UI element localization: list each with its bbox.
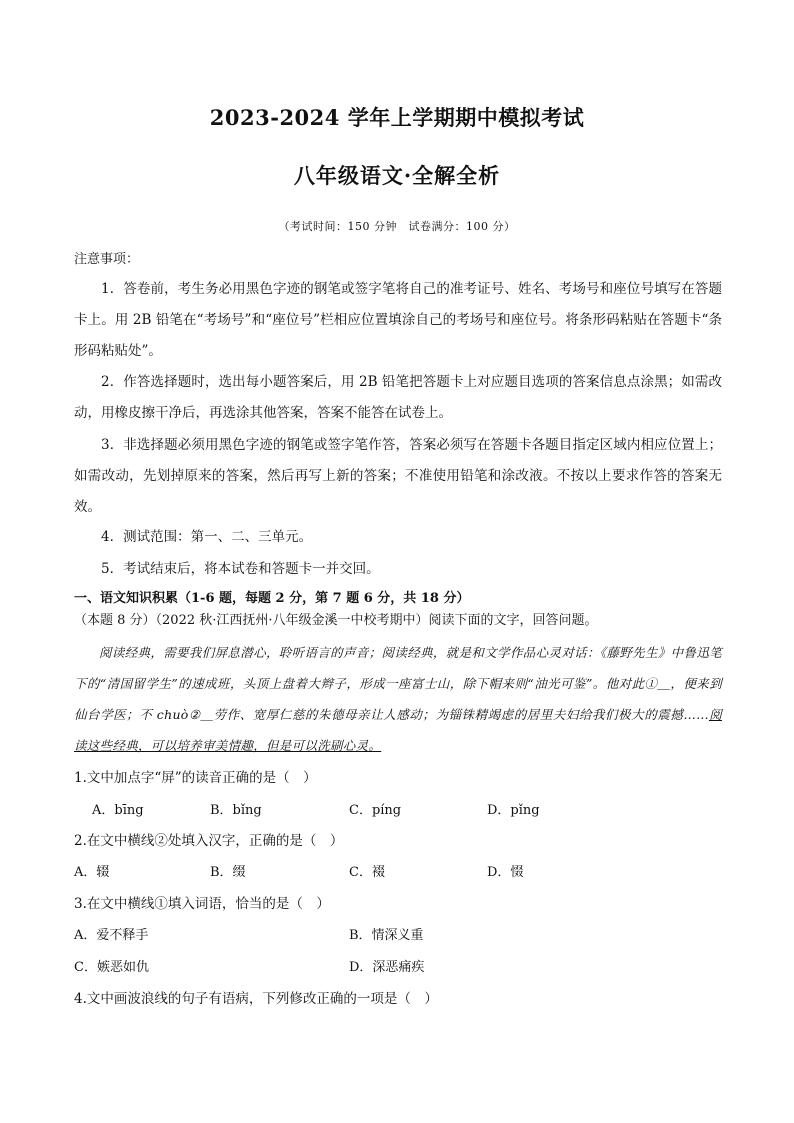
page-title: 2023-2024 学年上学期期中模拟考试 (209, 105, 585, 130)
notice-item: 3．非选择题必须用黑色字迹的钢笔或签字笔作答，答案必须写在答题卡各题目指定区域内相应位置上；如需改动，先划掉原来的答案，然后再写上新的答案；不准使用铅笔和涂改液。不按以上要求作答的答案无效。 (74, 437, 722, 515)
page-subtitle: 八年级语文·全解全析 (293, 163, 501, 188)
notice-item: 2．作答选择题时，选出每小题答案后，用 2B 铅笔把答题卡上对应题目选项的答案信息点涂黑；如需改动，用橡皮擦干净后，再选涂其他答案，答案不能答在试卷上。 (74, 374, 722, 421)
notice-item: 4．测试范围：第一、二、三单元。 (101, 529, 313, 545)
notice-item: 1．答卷前，考生务必用黑色字迹的钢笔或签字笔将自己的准考证号、姓名、考场号和座位号填写在答题卡上。用 2B 铅笔在“考场号”和“座位号”栏相应位置填涂自己的考场号和座位号。将条形码粘贴在答题卡“条形码粘贴处”。 (74, 281, 722, 359)
q3-option-a[interactable]: A．爱不释手 (74, 928, 149, 943)
q2-option-a[interactable]: A．辍 (74, 865, 110, 880)
notice-title: 注意事项： (74, 252, 140, 267)
exam-info: （考试时间：150 分钟 试卷满分：100 分） (278, 220, 516, 233)
q2-option-c[interactable]: C．裰 (349, 865, 385, 880)
question-4: 4.文中画波浪线的句子有语病，下列修改正确的一项是（ ） (74, 991, 438, 1007)
q1-option-a[interactable]: A．bīng (92, 803, 144, 818)
q1-option-c[interactable]: C．píng (349, 803, 402, 818)
passage-intro: （本题 8 分）（2022 秋·江西抚州·八年级金溪一中校考期中）阅读下面的文字，回答问题。 (74, 613, 598, 628)
wavy-underlined-sentence: 阅读这些经典，可以培养审美情趣，但是可以洗刷心灵。 (74, 707, 722, 753)
passage-main-text: 阅读经典，需要我们屏息潜心，聆听语言的声音；阅读经典，就是和文学作品心灵对话：《藤野先生》中鲁迅笔下的“清国留学生”的速成班，头顶上盘着大辫子，形成一座富士山，除下帽来则“油光可鉴”。他对此①＿，便来到仙台学医；不 chuò②＿劳作、宽厚仁慈的朱德母亲让人感动；为锱铢精竭虑的居里夫妇给我们极大的震撼…… (74, 645, 722, 722)
q1-option-d[interactable]: D．pǐng (487, 803, 540, 818)
q1-option-b[interactable]: B．bǐng (210, 803, 262, 818)
section-heading: 一、语文知识积累（1-6 题，每题 2 分，第 7 题 6 分，共 18 分） (74, 591, 470, 606)
q3-option-b[interactable]: B．情深义重 (349, 928, 424, 943)
question-3: 3.在文中横线①填入词语，恰当的是（ ） (74, 896, 330, 912)
q3-option-c[interactable]: C．嫉恶如仇 (74, 960, 149, 975)
question-1: 1.文中加点字“屏”的读音正确的是（ ） (74, 770, 317, 786)
reading-passage (74, 637, 722, 761)
notice-item: 5．考试结束后，将本试卷和答题卡一并交回。 (101, 561, 380, 577)
question-2: 2.在文中横线②处填入汉字，正确的是（ ） (74, 833, 344, 849)
q3-option-d[interactable]: D．深恶痛疾 (349, 960, 425, 975)
q2-option-b[interactable]: B．缀 (210, 865, 246, 880)
q2-option-d[interactable]: D．惙 (487, 865, 524, 880)
